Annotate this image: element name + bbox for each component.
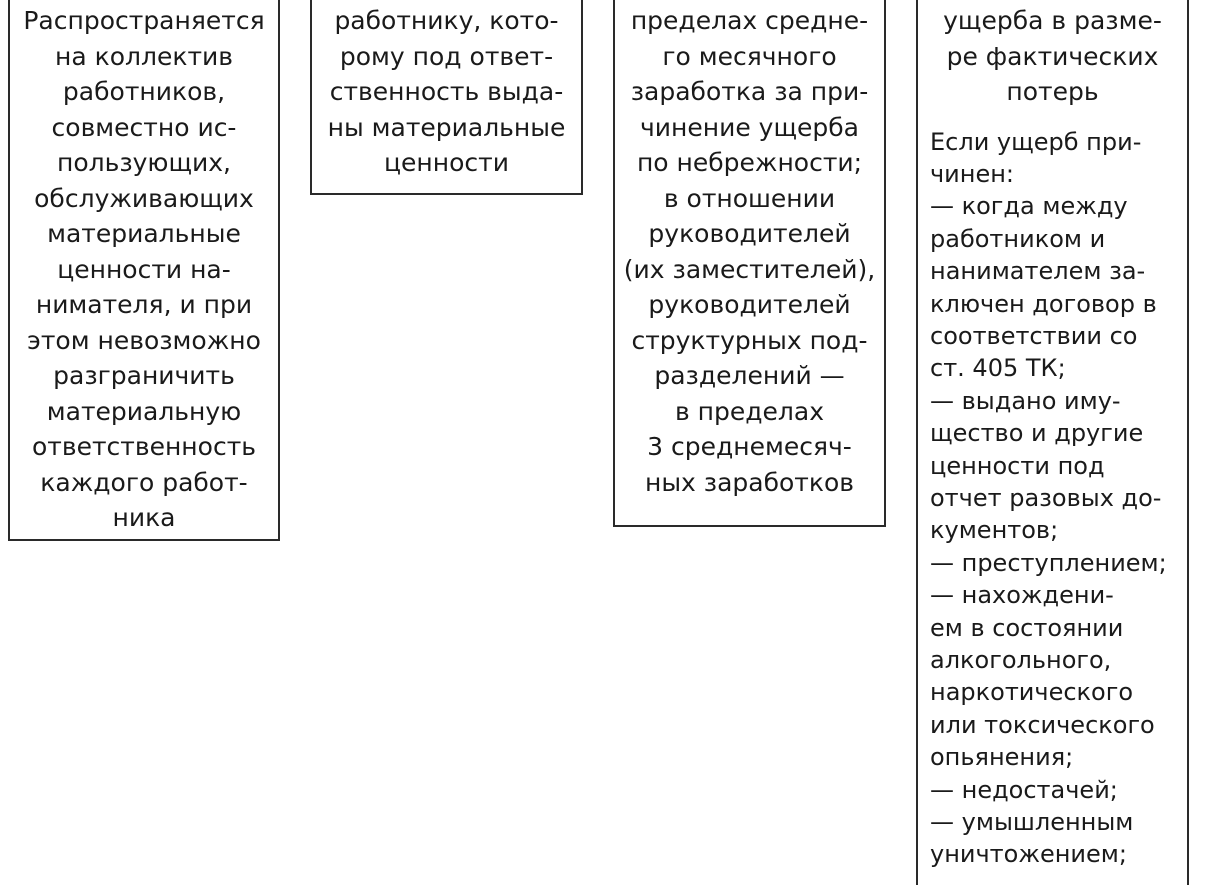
text-line: разграничить — [53, 361, 235, 390]
liability-box-full — [916, 0, 1189, 885]
text-line: ключен договор в — [930, 289, 1157, 318]
box-text — [312, 0, 581, 181]
text-line: по небрежности; — [636, 148, 863, 177]
liability-box-collective — [8, 0, 280, 541]
text-line: пределах средне- — [630, 6, 869, 35]
text-line: — преступлением; — [930, 548, 1167, 577]
text-line: потерь — [1006, 77, 1099, 106]
liability-box-individual — [310, 0, 583, 195]
text-line: совместно ис- — [51, 112, 237, 142]
text-line: щество и другие — [930, 419, 1144, 448]
text-line: руководителей — [648, 219, 851, 248]
text-line: кументов; — [930, 516, 1059, 545]
text-line: ценности на- — [57, 254, 231, 284]
text-line: рому под ответ- — [339, 41, 554, 71]
text-line: отчет разовых до- — [930, 483, 1162, 512]
text-line: алкогольного, — [930, 646, 1112, 674]
text-line: ответственность — [32, 432, 256, 461]
text-line: чинение ущерба — [640, 112, 859, 142]
text-line: наркотического — [930, 678, 1134, 707]
text-line: разделений — — [654, 361, 845, 390]
text-line: этом невозможно — [27, 325, 261, 355]
text-line: ценности под — [930, 451, 1105, 480]
cut-off-text-fragment — [10, 0, 278, 6]
text-line: в пределах — [674, 396, 825, 426]
text-line: ника — [112, 503, 176, 532]
text-line: обслуживающих — [34, 183, 254, 213]
text-line: — нахождени- — [930, 581, 1114, 610]
text-line: — выдано иму- — [930, 386, 1121, 415]
text-line: (их заместителей), — [623, 254, 876, 284]
text-line: работнику, кото- — [334, 6, 559, 35]
text-line: пользующих, — [56, 148, 232, 177]
text-line: работником и — [930, 224, 1106, 253]
text-line: опьянения; — [930, 743, 1074, 772]
text-line: на коллектив — [55, 41, 233, 71]
text-line: каждого работ- — [40, 467, 248, 497]
text-line: ре фактических — [946, 41, 1159, 71]
text-line: — когда между — [930, 192, 1128, 221]
text-line: ценности — [384, 148, 509, 177]
box-text — [10, 0, 278, 536]
text-line: или токсического — [930, 710, 1155, 739]
text-line: Если ущерб при- — [930, 127, 1142, 156]
box-text — [615, 0, 884, 500]
text-line: ны материальные — [327, 112, 566, 142]
liability-box-limited — [613, 0, 886, 527]
box-body-text — [918, 110, 1187, 871]
text-line: ст. 405 ТК; — [930, 354, 1066, 383]
text-line: — умышленным — [930, 808, 1134, 837]
text-line: материальную — [46, 396, 242, 426]
text-line: нимателя, и при — [35, 290, 253, 319]
text-line: — недостачей; — [930, 775, 1118, 804]
box-header-text — [918, 0, 1187, 110]
text-line: ных заработков — [644, 467, 855, 497]
text-line: ственность выда- — [329, 77, 564, 106]
text-line: в отношении — [663, 183, 836, 213]
text-line: заработка за при- — [630, 77, 869, 106]
text-line: 3 среднемесяч- — [647, 432, 852, 461]
text-line: руководителей — [648, 290, 851, 319]
text-line: ущерба в разме- — [943, 6, 1162, 35]
text-line: уничтожением; — [930, 840, 1127, 869]
text-line: Распространяется — [23, 6, 265, 35]
text-line: структурных под- — [631, 325, 868, 355]
text-line: соответствии со — [930, 321, 1138, 350]
text-line: нанимателем за- — [930, 257, 1146, 286]
text-line: го месячного — [662, 41, 837, 71]
text-line: ем в состоянии — [930, 613, 1124, 642]
text-line: материальные — [47, 219, 241, 248]
text-line: работников, — [62, 77, 226, 106]
text-line: чинен: — [930, 159, 1015, 188]
